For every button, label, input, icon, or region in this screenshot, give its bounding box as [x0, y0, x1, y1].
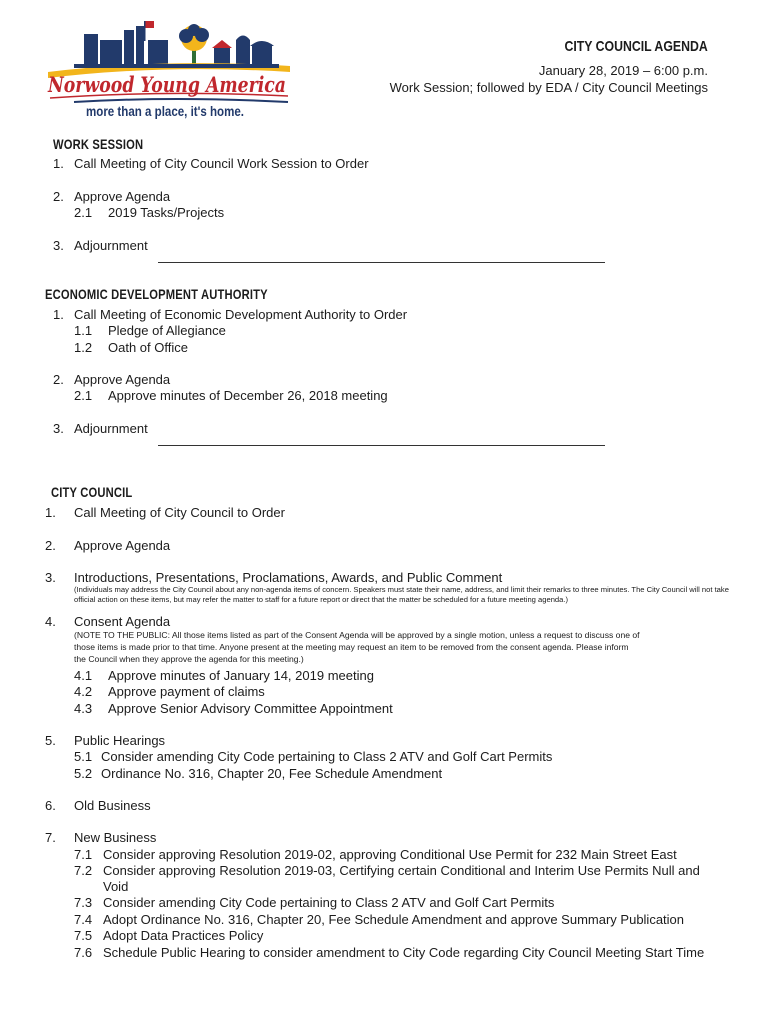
sub-item: Approve payment of claims [108, 684, 265, 699]
list-item-number: 3. [53, 238, 64, 253]
sub-item-number: 1.1 [74, 323, 93, 338]
sub-item-number: 5.1 [74, 749, 93, 764]
sub-item: Approve minutes of December 26, 2018 meeting [108, 388, 388, 403]
sub-item: Adopt Ordinance No. 316, Chapter 20, Fee Schedule Amendment and approve Summary Publication [103, 912, 685, 927]
list-item: Call Meeting of City Council to Order [74, 505, 285, 520]
sub-item: Consider approving Resolution 2019-02, approving Conditional Use Permit for 232 Main Street East [103, 847, 677, 862]
list-item: Approve Agenda [74, 538, 171, 553]
consent-note-line: those items is made prior to that time. Anyone present at the meeting may request an item to be removed from the consent agenda. Please inform [74, 642, 629, 652]
sub-item: Adopt Data Practices Policy [103, 928, 264, 943]
sub-item: Approve minutes of January 14, 2019 meeting [108, 668, 374, 683]
session-description: Work Session; followed by EDA / City Council Meetings [389, 80, 708, 95]
sub-item-number: 4.1 [74, 668, 93, 683]
list-item: Call Meeting of Economic Development Authority to Order [74, 307, 408, 322]
list-item-number: 1. [53, 307, 64, 322]
list-item-number: 3. [53, 421, 64, 436]
sub-item-continuation: Void [103, 879, 129, 894]
city-council-heading: CITY COUNCIL [51, 484, 133, 500]
sub-item: Consider approving Resolution 2019-03, Certifying certain Conditional and Interim Use Permits Null and [103, 863, 700, 878]
list-item: Adjournment [74, 238, 148, 253]
consent-note-line: the Council when they approve the agenda for this meeting.) [74, 654, 304, 664]
logo-name: Norwood Young America [47, 72, 286, 97]
list-item: Introductions, Presentations, Proclamations, Awards, and Public Comment [74, 570, 503, 585]
consent-note-line: (NOTE TO THE PUBLIC: All those items listed as part of the Consent Agenda will be approved by a single motion, unless a request to discuss one of [74, 630, 640, 640]
list-item: Consent Agenda [74, 614, 171, 629]
public-comment-note-line: (Individuals may address the City Council about any non-agenda items of concern. Speakers must state their name, address, and limit their remarks to three minutes. The City Council will not take [74, 585, 729, 594]
sub-item: Oath of Office [108, 340, 188, 355]
sub-item: Pledge of Allegiance [108, 323, 226, 338]
meeting-date: January 28, 2019 – 6:00 p.m. [538, 63, 708, 78]
sub-item-number: 4.3 [74, 701, 93, 716]
sub-item-number: 7.1 [74, 847, 93, 862]
sub-item-number: 7.4 [74, 912, 93, 927]
sub-item: 2019 Tasks/Projects [108, 205, 225, 220]
sub-item-number: 7.3 [74, 895, 93, 910]
list-item-number: 3. [45, 570, 56, 585]
sub-item-number: 2.1 [74, 388, 93, 403]
agenda-title: CITY COUNCIL AGENDA [564, 38, 708, 55]
sub-item-number: 7.6 [74, 945, 93, 960]
list-item-number: 1. [45, 505, 56, 520]
sub-item: Consider amending City Code pertaining to Class 2 ATV and Golf Cart Permits [103, 895, 555, 910]
list-item: Approve Agenda [74, 189, 171, 204]
sub-item: Ordinance No. 316, Chapter 20, Fee Schedule Amendment [101, 766, 443, 781]
sub-item-number: 7.2 [74, 863, 93, 878]
list-item: New Business [74, 830, 157, 845]
list-item: Adjournment [74, 421, 148, 436]
list-item: Approve Agenda [74, 372, 171, 387]
section-divider [158, 445, 605, 446]
sub-item-number: 4.2 [74, 684, 93, 699]
eda-heading: ECONOMIC DEVELOPMENT AUTHORITY [45, 286, 268, 302]
public-comment-note-line: official action on these items, but may refer the matter to staff for a future report or direct that the matter be scheduled for a future meeting agenda.) [74, 595, 568, 604]
sub-item-number: 2.1 [74, 205, 93, 220]
city-logo [44, 18, 294, 124]
list-item-number: 2. [53, 372, 64, 387]
list-item-number: 7. [45, 830, 56, 845]
list-item: Old Business [74, 798, 151, 813]
sub-item: Consider amending City Code pertaining to Class 2 ATV and Golf Cart Permits [101, 749, 553, 764]
list-item-number: 4. [45, 614, 56, 629]
sub-item: Approve Senior Advisory Committee Appointment [108, 701, 393, 716]
list-item-number: 2. [45, 538, 56, 553]
sub-item-number: 7.5 [74, 928, 93, 943]
list-item-number: 1. [53, 156, 64, 171]
list-item-number: 2. [53, 189, 64, 204]
sub-item: Schedule Public Hearing to consider amendment to City Code regarding City Council Meeting Start Time [103, 945, 705, 960]
list-item-number: 5. [45, 733, 56, 748]
list-item: Call Meeting of City Council Work Session to Order [74, 156, 369, 171]
list-item: Public Hearings [74, 733, 166, 748]
sub-item-number: 5.2 [74, 766, 93, 781]
sub-item-number: 1.2 [74, 340, 93, 355]
logo-tagline: more than a place, it's home. [86, 103, 244, 119]
list-item-number: 6. [45, 798, 56, 813]
section-divider [158, 262, 605, 263]
city-skyline-graphic [44, 18, 294, 124]
work-session-heading: WORK SESSION [53, 136, 144, 152]
